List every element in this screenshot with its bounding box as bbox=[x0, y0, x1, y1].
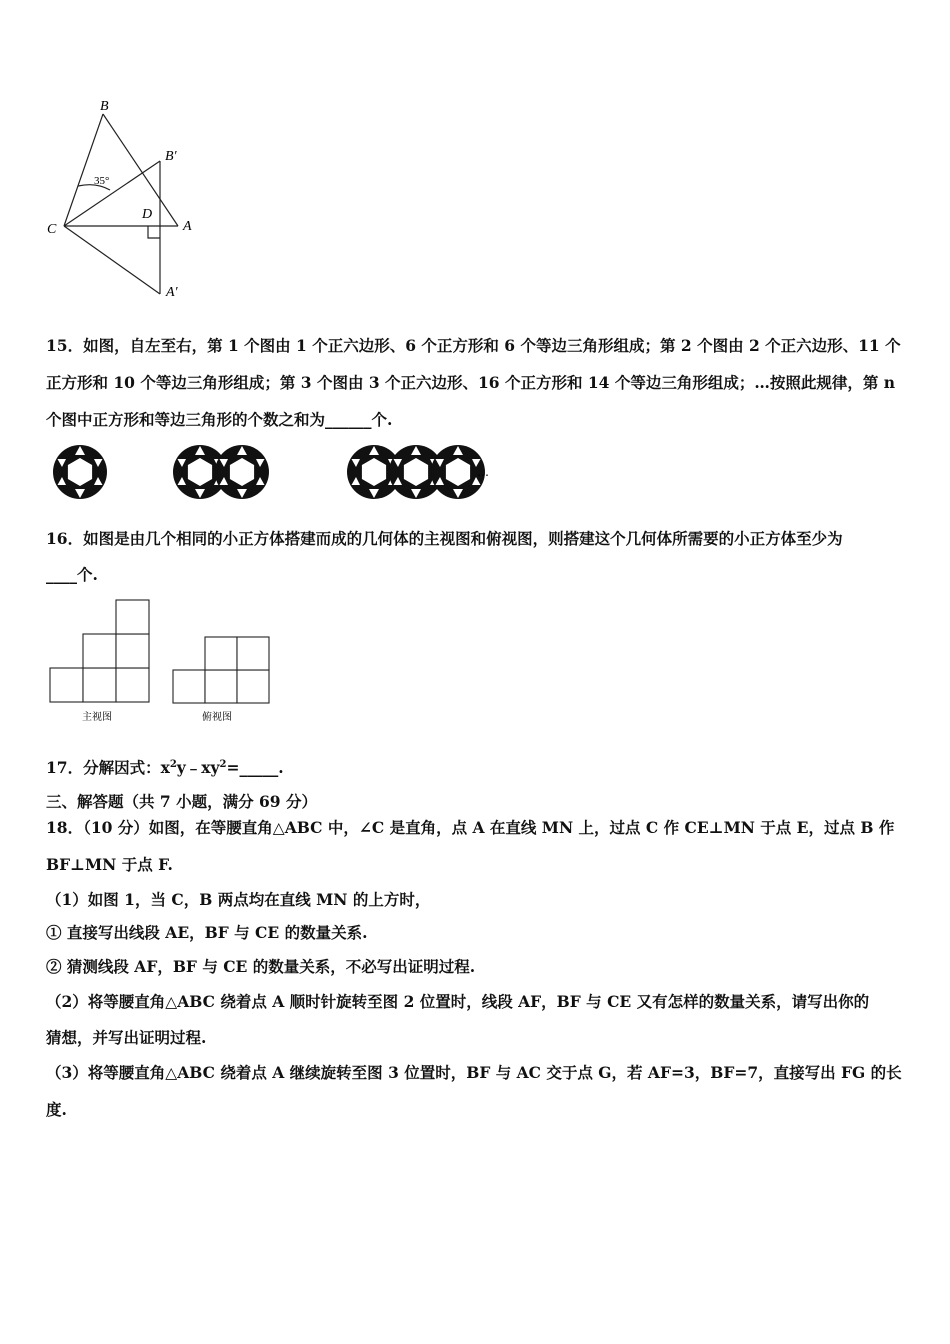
q18-part3-line1: （3）将等腰直角△ABC 绕着点 A 继续旋转至图 3 位置时，BF 与 AC 交于点 G，若 AF=3，BF=7，直接写出 FG 的长 bbox=[46, 1063, 902, 1082]
q16-line2: ____个. bbox=[46, 565, 98, 584]
pattern-figure-3 bbox=[347, 445, 485, 499]
label-B: B bbox=[100, 99, 109, 114]
q16-line1: 16．如图是由几个相同的小正方体搭建而成的几何体的主视图和俯视图，则搭建这个几何体所需要的小正方体至少为 bbox=[46, 529, 843, 548]
triangle-rotation-figure bbox=[40, 90, 210, 310]
label-C: C bbox=[47, 222, 57, 237]
q18-part3-line2: 度. bbox=[46, 1100, 67, 1119]
q15-line3: 个图中正方形和等边三角形的个数之和为______个. bbox=[46, 410, 393, 429]
pattern-ellipsis: … bbox=[477, 465, 489, 479]
segment-CA-prime bbox=[64, 226, 160, 294]
segment-BA bbox=[103, 114, 178, 226]
q18-part1a: ① 直接写出线段 AE，BF 与 CE 的数量关系. bbox=[46, 923, 368, 942]
label-D: D bbox=[142, 207, 153, 222]
top-view-grid bbox=[173, 637, 269, 703]
angle-label: 35° bbox=[94, 175, 110, 187]
label-A-prime: A′ bbox=[166, 285, 178, 300]
right-angle-mark bbox=[148, 226, 160, 238]
segment-BC bbox=[64, 114, 103, 226]
q17-text: 17．分解因式：$x^2y﹣xy^2=\_\_\_\_\_$. bbox=[46, 758, 284, 777]
q18-part1: （1）如图 1，当 C，B 两点均在直线 MN 的上方时， bbox=[46, 890, 431, 909]
caption-top-view: 俯视图 bbox=[202, 712, 232, 723]
q18-line2: BF⊥MN 于点 F. bbox=[46, 855, 173, 874]
hexagon-pattern-figures bbox=[40, 440, 510, 510]
label-A: A bbox=[183, 219, 192, 234]
section-3-title: 三、解答题（共 7 小题，满分 69 分） bbox=[46, 792, 317, 811]
q15-line2: 正方形和 10 个等边三角形组成；第 3 个图由 3 个正六边形、16 个正方形和 14 个等边三角形组成；…按照此规律，第 n bbox=[46, 373, 896, 392]
q18-part1b: ② 猜测线段 AF，BF 与 CE 的数量关系，不必写出证明过程. bbox=[46, 957, 476, 976]
q18-line1: 18．（10 分）如图，在等腰直角△ABC 中，∠C 是直角，点 A 在直线 MN 上，过点 C 作 CE⊥MN 于点 E，过点 B 作 bbox=[46, 818, 895, 837]
pattern-figure-2 bbox=[173, 445, 269, 499]
label-B-prime: B′ bbox=[165, 149, 177, 164]
caption-front-view: 主视图 bbox=[82, 712, 112, 723]
pattern-figure-1 bbox=[53, 445, 107, 499]
front-view-grid bbox=[50, 600, 149, 702]
q15-line1: 15．如图，自左至右，第 1 个图由 1 个正六边形、6 个正方形和 6 个等边三角形组成；第 2 个图由 2 个正六边形、11 个 bbox=[46, 336, 901, 355]
q18-part2-line2: 猜想，并写出证明过程. bbox=[46, 1028, 207, 1047]
three-view-figures bbox=[44, 594, 284, 729]
q18-part2-line1: （2）将等腰直角△ABC 绕着点 A 顺时针旋转至图 2 位置时，线段 AF，BF 与 CE 又有怎样的数量关系，请写出你的 bbox=[46, 992, 870, 1011]
